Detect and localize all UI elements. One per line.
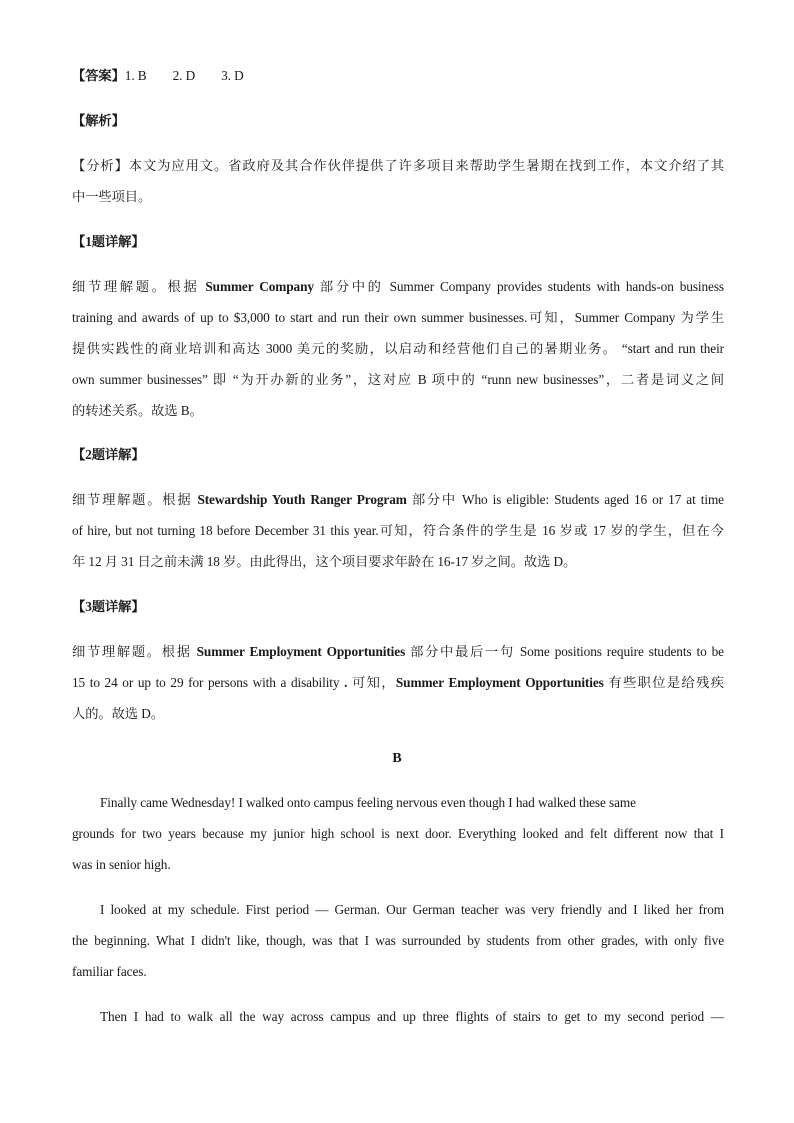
answer-line (72, 67, 724, 85)
passage-p1-line-3: was in senior high. (72, 857, 171, 872)
section-b-heading: B (392, 751, 402, 766)
q3-line-2: 15 to 24 or up to 29 for persons with a disability . 可知，Summer Employment Opportunities 有些职位是给残疾 (72, 675, 724, 690)
answer-item-1: 1. B (124, 68, 147, 83)
q1-line-3: 提供实践性的商业培训和高达 3000 美元的奖励，以启动和经营他们自己的暑期业务。 “start and run their (72, 341, 724, 356)
q2-line-1: 细节理解题。根据 Stewardship Youth Ranger Program 部分中 Who is eligible: Students aged 16 or 17 at time (72, 492, 724, 507)
q3-line-3: 人的。故选 D。 (72, 706, 164, 721)
answer-label: 【答案】 (72, 68, 125, 83)
passage-p1-line-1: Finally came Wednesday! I walked onto campus feeling nervous even though I had walked these same (100, 795, 636, 810)
q1-heading: 【1题详解】 (72, 234, 145, 249)
answer-item-2: 2. D (172, 68, 196, 83)
q1-line-2: training and awards of up to $3,000 to start and run their own summer businesses.可知，Summer Company 为学生 (72, 310, 724, 325)
passage-p2-line-3: familiar faces. (72, 964, 147, 979)
q1-line-4: own summer businesses” 即 “为开办新的业务”，这对应 B 项中的 “runn new businesses”，二者是词义之间 (72, 372, 724, 387)
q2-line-3: 年 12 月 31 日之前未满 18 岁。由此得出，这个项目要求年龄在 16-17 岁之间。故选 D。 (72, 554, 577, 569)
q2-heading: 【2题详解】 (72, 447, 145, 462)
q1-line-1: 细节理解题。根据 Summer Company 部分中的 Summer Company provides students with hands-on business (72, 279, 724, 294)
q2-line-2: of hire, but not turning 18 before December 31 this year.可知，符合条件的学生是 16 岁或 17 岁的学生，但在今 (72, 523, 724, 538)
q3-line-1: 细节理解题。根据 Summer Employment Opportunities 部分中最后一句 Some positions require students to be (72, 644, 724, 659)
summary-line-1: 【分析】本文为应用文。省政府及其合作伙伴提供了许多项目来帮助学生暑期在找到工作，本文介绍了其 (72, 158, 724, 173)
q3-heading: 【3题详解】 (72, 599, 145, 614)
answer-item-3: 3. D (221, 68, 244, 83)
passage-p2-line-1: I looked at my schedule. First period — German. Our German teacher was very friendly and I liked her from (100, 902, 724, 917)
passage-p2-line-2: the beginning. What I didn't like, though, was that I was surrounded by students from other grades, with only five (72, 933, 724, 948)
passage-p1-line-2: grounds for two years because my junior high school is next door. Everything looked and felt different now that I (72, 826, 724, 841)
analysis-label: 【解析】 (72, 113, 125, 128)
summary-line-2: 中一些项目。 (72, 189, 152, 204)
passage-p3-line-1: Then I had to walk all the way across campus and up three flights of stairs to get to my second period — (100, 1009, 724, 1024)
q1-line-5: 的转述关系。故选 B。 (72, 403, 203, 418)
